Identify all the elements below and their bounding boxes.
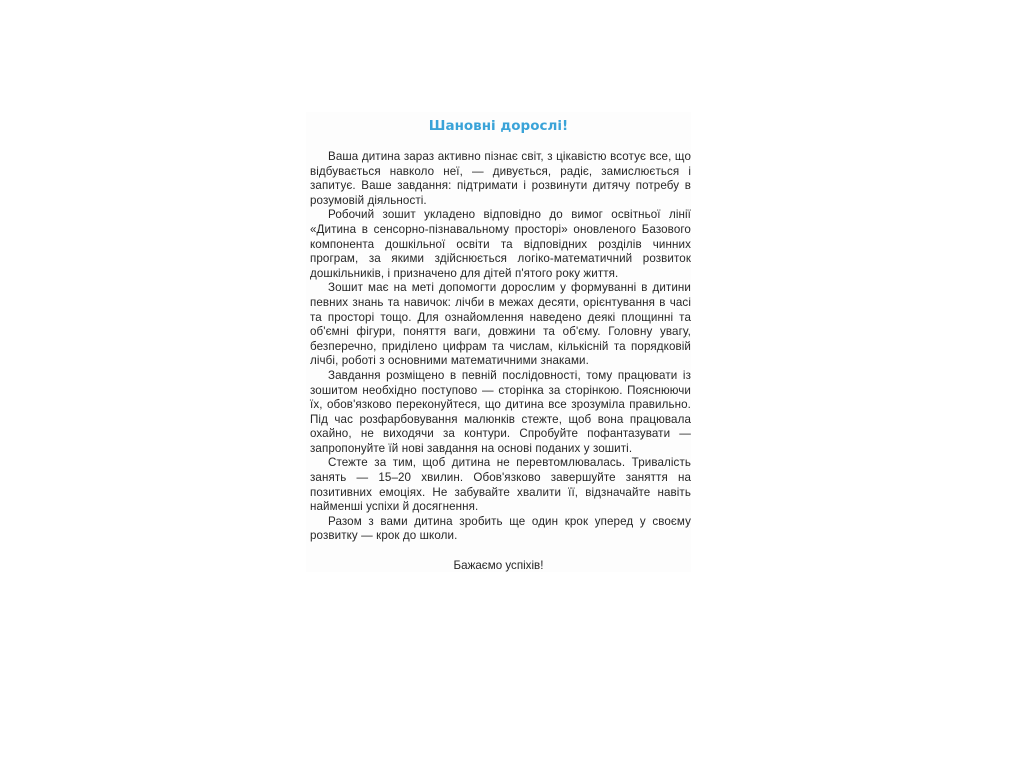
document-sheet — [306, 112, 691, 572]
paragraph-6: Разом з вами дитина зробить ще один крок уперед у своєму розвитку — крок до школи. — [310, 514, 691, 543]
paragraph-4: Завдання розміщено в певній послідовності, тому працювати із зошитом необхідно поступово — сторінка за сторінкою. Пояснюючи їх, обов'язково переконуйтеся, що дитина все зрозуміла правильно. Під час розфарбовування малюнків стежте, щоб вона працювала охайно, не виходячи за контури. Спробуйте пофантазувати — запропонуйте їй нові завдання на основі поданих у зошиті. — [310, 368, 691, 455]
page-title: Шановні дорослі! — [428, 118, 569, 134]
paragraph-2: Робочий зошит укладено відповідно до вимог освітньої лінії «Дитина в сенсорно-пізнавальному просторі» оновленого Базового компонента дошкільної освіти та відповідних розділів чинних програм, за якими здійснюється логіко-математичний розвиток дошкільників, і призначено для дітей п'ятого року життя. — [310, 208, 691, 280]
paragraph-1: Ваша дитина зараз активно пізнає світ, з цікавістю всотує все, що відбувається навколо неї, — дивується, радіє, замислюється і запитує. Ваше завдання: підтримати і розвинути дитячу потребу в розумовій діяльності. — [310, 150, 691, 207]
paragraph-3: Зошит має на меті допомогти дорослим у формуванні в дитини певних знань та навичок: лічби в межах десяти, орієнтування в часі та просторі тощо. Для ознайомлення наведено деякі площинні та об'ємні фігури, поняття ваги, довжини та об'єму. Головну увагу, безперечно, приділено цифрам та числам, кількісній та порядковій лічбі, роботі з основними математичними знаками. — [310, 281, 691, 368]
document-body — [310, 150, 691, 544]
closing-line: Бажаємо успіхів! — [453, 559, 544, 572]
paragraph-5: Стежте за тим, щоб дитина не перевтомлювалась. Тривалість занять — 15–20 хвилин. Обов'язково завершуйте заняття на позитивних емоціях. Не забувайте хвалити її, відзначайте навіть найменші успіхи й досягнення. — [310, 456, 691, 514]
